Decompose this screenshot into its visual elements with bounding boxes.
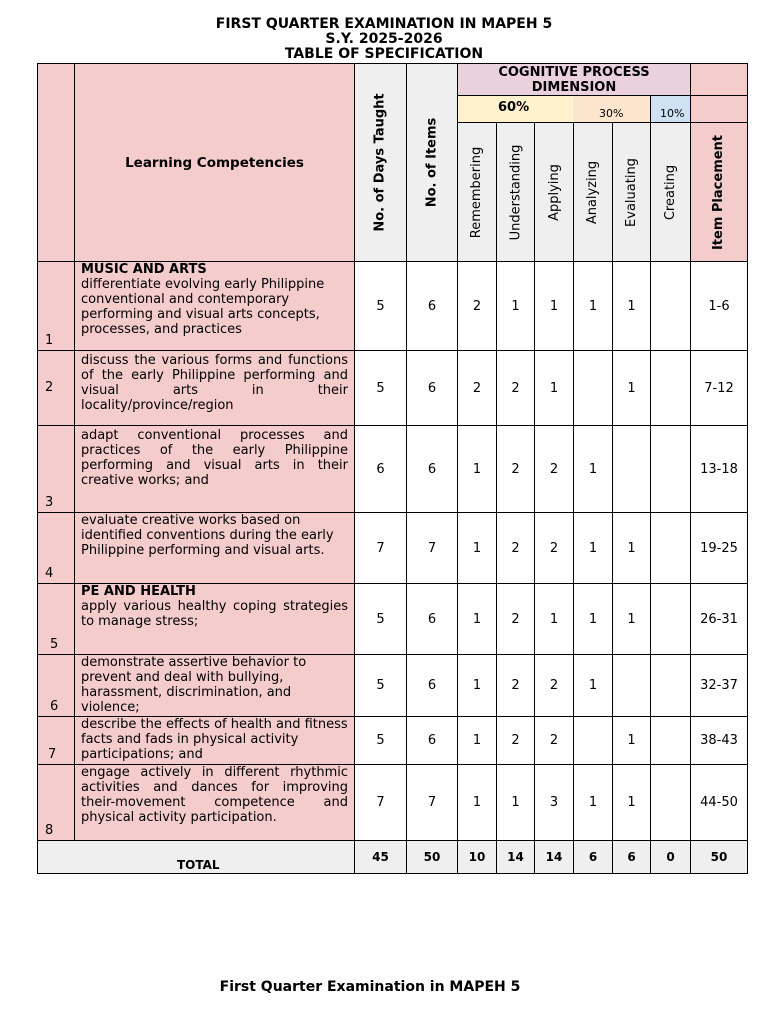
no-items: 7	[406, 764, 458, 841]
creating-count	[650, 654, 691, 717]
specification-table	[38, 64, 748, 874]
item-placement: 44-50	[690, 764, 748, 841]
no-items: 6	[406, 654, 458, 717]
header-60-percent: 60%	[457, 95, 574, 123]
days-taught: 5	[354, 716, 407, 765]
item-placement: 38-43	[690, 716, 748, 765]
understanding-count: 1	[496, 764, 535, 841]
creating-count	[650, 261, 691, 351]
applying-count: 1	[534, 261, 574, 351]
section-heading-music-arts: MUSIC AND ARTS	[81, 262, 207, 277]
item-placement: 26-31	[690, 583, 748, 655]
evaluating-count: 1	[612, 716, 651, 765]
header-placement-top	[690, 63, 748, 96]
header-applying: Applying	[534, 122, 574, 262]
remembering-count: 1	[457, 583, 497, 655]
understanding-count: 2	[496, 350, 535, 426]
row-number: 8	[37, 764, 75, 841]
no-items: 6	[406, 350, 458, 426]
understanding-count: 2	[496, 512, 535, 584]
header-creating: Creating	[650, 122, 691, 262]
evaluating-count: 1	[612, 512, 651, 584]
days-taught: 7	[354, 512, 407, 584]
header-number-cell	[37, 63, 75, 262]
creating-count	[650, 716, 691, 765]
analyzing-count: 1	[573, 764, 613, 841]
competency-text: differentiate evolving early Philippine conventional and contemporary performing and visual arts concepts, processes, and practices	[81, 277, 325, 337]
analyzing-count: 1	[573, 261, 613, 351]
total-days: 45	[354, 840, 407, 874]
row-number: 6	[37, 654, 75, 717]
understanding-count: 2	[496, 654, 535, 717]
no-items: 7	[406, 512, 458, 584]
days-taught: 5	[354, 583, 407, 655]
row-number: 5	[37, 583, 75, 655]
competency-cell	[74, 716, 355, 765]
row-number: 3	[37, 425, 75, 513]
total-evaluating: 6	[612, 840, 651, 874]
total-understanding: 14	[496, 840, 535, 874]
days-taught: 5	[354, 261, 407, 351]
item-placement: 13-18	[690, 425, 748, 513]
creating-count	[650, 764, 691, 841]
days-taught: 7	[354, 764, 407, 841]
remembering-count: 1	[457, 654, 497, 717]
header-understanding: Understanding	[496, 122, 535, 262]
days-taught: 6	[354, 425, 407, 513]
competency-text: describe the effects of health and fitness facts and fads in physical activity participations; and	[81, 717, 348, 762]
applying-count: 3	[534, 764, 574, 841]
evaluating-count: 1	[612, 350, 651, 426]
total-items: 50	[406, 840, 458, 874]
total-label: TOTAL	[177, 858, 220, 872]
total-applying: 14	[534, 840, 574, 874]
competency-text: discuss the various forms and functions of the early Philippine performing and visual arts in their locality/province/region	[81, 353, 348, 413]
header-analyzing: Analyzing	[573, 122, 613, 262]
analyzing-count	[573, 350, 613, 426]
analyzing-count	[573, 716, 613, 765]
evaluating-count	[612, 425, 651, 513]
total-remembering: 10	[457, 840, 497, 874]
applying-count: 1	[534, 583, 574, 655]
understanding-count: 1	[496, 261, 535, 351]
days-taught: 5	[354, 654, 407, 717]
creating-count	[650, 512, 691, 584]
remembering-count: 2	[457, 350, 497, 426]
header-item-placement: Item Placement	[690, 122, 748, 262]
remembering-count: 1	[457, 764, 497, 841]
item-placement: 1-6	[690, 261, 748, 351]
no-items: 6	[406, 261, 458, 351]
header-cognitive-dimension: COGNITIVE PROCESS DIMENSION	[457, 63, 691, 96]
evaluating-count: 1	[612, 261, 651, 351]
creating-count	[650, 350, 691, 426]
competency-text: evaluate creative works based on identified conventions during the early Philippine performing and visual arts.	[81, 513, 334, 558]
competency-cell	[74, 261, 355, 351]
understanding-count: 2	[496, 583, 535, 655]
total-analyzing: 6	[573, 840, 613, 874]
page-footer: First Quarter Examination in MAPEH 5	[219, 979, 521, 995]
analyzing-count: 1	[573, 654, 613, 717]
evaluating-count	[612, 654, 651, 717]
competency-text: apply various healthy coping strategies to manage stress;	[81, 599, 348, 629]
creating-count	[650, 583, 691, 655]
analyzing-count: 1	[573, 583, 613, 655]
competency-cell	[74, 764, 355, 841]
item-placement: 7-12	[690, 350, 748, 426]
row-number: 2	[37, 350, 75, 426]
row-number: 7	[37, 716, 75, 765]
competency-cell	[74, 350, 355, 426]
header-remembering: Remembering	[457, 122, 497, 262]
analyzing-count: 1	[573, 512, 613, 584]
creating-count	[650, 425, 691, 513]
header-evaluating: Evaluating	[612, 122, 651, 262]
row-number: 1	[37, 261, 75, 351]
remembering-count: 2	[457, 261, 497, 351]
item-placement: 32-37	[690, 654, 748, 717]
competency-text: demonstrate assertive behavior to prevent and deal with bullying, harassment, discrimination, and violence;	[81, 655, 307, 715]
total-placement: 50	[690, 840, 748, 874]
header-30-percent: 30%	[573, 95, 651, 123]
analyzing-count: 1	[573, 425, 613, 513]
applying-count: 2	[534, 425, 574, 513]
item-placement: 19-25	[690, 512, 748, 584]
competency-cell	[74, 425, 355, 513]
header-competencies: Learning Competencies	[74, 63, 355, 262]
school-year: S.Y. 2025-2026	[325, 31, 443, 47]
competency-text: adapt conventional processes and practices of the early Philippine performing and visual arts in their creative works; and	[81, 428, 348, 488]
competency-text: engage actively in different rhythmic activities and dances for improving their-movement competence and physical activity participation.	[81, 765, 348, 825]
applying-count: 2	[534, 716, 574, 765]
header-10-percent: 10%	[650, 95, 691, 123]
row-number: 4	[37, 512, 75, 584]
applying-count: 2	[534, 512, 574, 584]
evaluating-count: 1	[612, 583, 651, 655]
doc-title: FIRST QUARTER EXAMINATION IN MAPEH 5	[215, 16, 553, 32]
competency-cell	[74, 583, 355, 655]
understanding-count: 2	[496, 716, 535, 765]
remembering-count: 1	[457, 716, 497, 765]
total-label-cell	[37, 840, 355, 874]
no-items: 6	[406, 716, 458, 765]
competency-cell	[74, 512, 355, 584]
applying-count: 2	[534, 654, 574, 717]
section-heading-pe-health: PE AND HEALTH	[81, 584, 196, 599]
header-days-taught: No. of Days Taught	[354, 63, 407, 262]
no-items: 6	[406, 425, 458, 513]
applying-count: 1	[534, 350, 574, 426]
days-taught: 5	[354, 350, 407, 426]
header-no-items: No. of Items	[406, 63, 458, 262]
remembering-count: 1	[457, 512, 497, 584]
competency-cell	[74, 654, 355, 717]
table-title: TABLE OF SPECIFICATION	[284, 46, 484, 62]
header-placement-mid	[690, 95, 748, 123]
remembering-count: 1	[457, 425, 497, 513]
total-creating: 0	[650, 840, 691, 874]
evaluating-count: 1	[612, 764, 651, 841]
no-items: 6	[406, 583, 458, 655]
understanding-count: 2	[496, 425, 535, 513]
